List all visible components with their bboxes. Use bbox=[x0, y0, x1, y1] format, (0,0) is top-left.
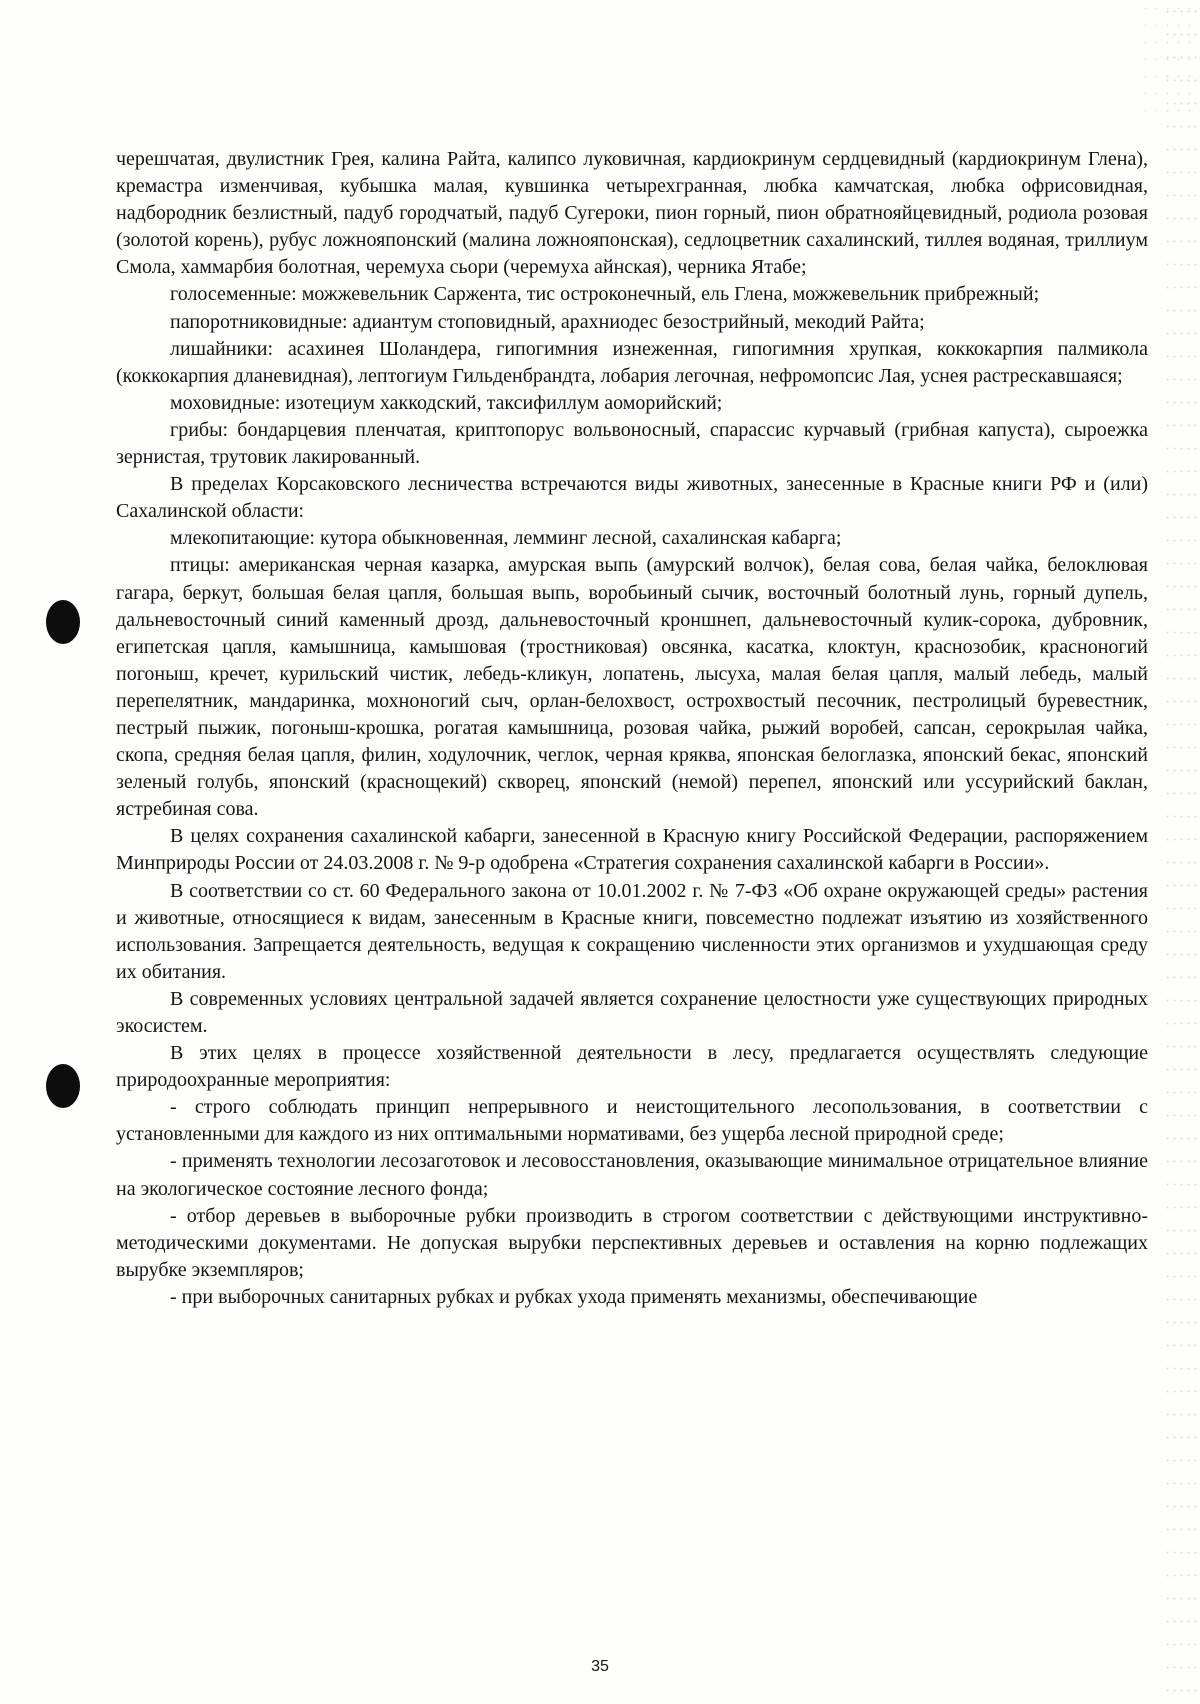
punch-hole-top bbox=[46, 600, 80, 644]
paragraph: В современных условиях центральной задачей является сохранение целостности уже существующих природных экосистем. bbox=[116, 987, 1148, 1037]
paragraph: - при выборочных санитарных рубках и рубках ухода применять механизмы, обеспечивающие bbox=[170, 1285, 978, 1308]
paragraph: папоротниковидные: адиантум стоповидный, арахниодес безострийный, мекодий Райта; bbox=[170, 310, 925, 333]
body-text bbox=[116, 146, 1148, 1311]
paragraph: черешчатая, двулистник Грея, калина Райта, калипсо луковичная, кардиокринум сердцевидный (кардиокринум Глена), кремастра изменчивая, кубышка малая, кувшинка четырехгранная, любка камчатская, любка офрисовидная, надбородник безлистный, падуб городчатый, падуб Сугероки, пион горный, пион обратнояйцевидный, родиола розовая (золотой корень), рубус ложнояпонский (малина ложнояпонская), седлоцветник сахалинский, тиллея водяная, триллиум Смола, хаммарбия болотная, черемуха сьори (черемуха айнская), черника Ятабе; bbox=[116, 148, 1148, 279]
scan-corner-noise bbox=[1140, 0, 1200, 120]
paragraph: В соответствии со ст. 60 Федерального закона от 10.01.2002 г. № 7-ФЗ «Об охране окружающей среды» растения и животные, относящиеся к видам, занесенным в Красные книги, повсеместно подлежат изъятию из хозяйственного использования. Запрещается деятельность, ведущая к сокращению численности этих организмов и ухудшающая среду их обитания. bbox=[116, 879, 1148, 983]
paragraph: - применять технологии лесозаготовок и лесовосстановления, оказывающие минимальное отрицательное влияние на экологическое состояние лесного фонда; bbox=[116, 1150, 1148, 1200]
paragraph: лишайники: асахинея Шоландера, гипогимния изнеженная, гипогимния хрупкая, коккокарпия палмикола (коккокарпия дланевидная), лептогиум Гильденбрандта, лобария легочная, нефромопсис Лая, уснея растрескавшаяся; bbox=[116, 337, 1148, 387]
paragraph: - отбор деревьев в выборочные рубки производить в строгом соответствии с действующими инструктивно-методическими документами. Не допуская вырубки перспективных деревьев и оставления на корню подлежащих вырубке экземпляров; bbox=[116, 1204, 1148, 1281]
paragraph: - строго соблюдать принцип непрерывного и неистощительного лесопользования, в соответствии с установленными для каждого из них оптимальными нормативами, без ущерба лесной природной среде; bbox=[116, 1096, 1148, 1146]
paragraph: птицы: американская черная казарка, амурская выпь (амурский волчок), белая сова, белая чайка, белоклювая гагара, беркут, большая белая цапля, большая выпь, воробьиный сычик, восточный болотный лунь, горный дупель, дальневосточный синий каменный дрозд, дальневосточный кроншнеп, дальневосточный кулик-сорока, дубровник, египетская цапля, камышница, камышовая (тростниковая) овсянка, касатка, клоктун, краснозобик, красноногий погоныш, кречет, курильский чистик, лебедь-кликун, лопатень, лысуха, малая белая цапля, малый лебедь, малый перепелятник, мандаринка, мохноногий сыч, орлан-белохвост, острохвостый песочник, пестролицый буревестник, пестрый пыжик, погоныш-крошка, рогатая камышница, розовая чайка, рыжий воробей, сапсан, серокрылая чайка, скопа, средняя белая цапля, филин, ходулочник, чеглок, черная кряква, японская белоглазка, японский бекас, японский зеленый голубь, японский (краснощекий) скворец, японский (немой) перепел, японский или уссурийский баклан, ястребиная сова. bbox=[116, 554, 1148, 821]
paragraph: В пределах Корсаковского лесничества встречаются виды животных, занесенные в Красные книги РФ и (или) Сахалинской области: bbox=[116, 473, 1148, 523]
page-number: 35 bbox=[591, 1658, 609, 1675]
paragraph: В целях сохранения сахалинской кабарги, занесенной в Красную книгу Российской Федерации, распоряжением Минприроды России от 24.03.2008 г. № 9-р одобрена «Стратегия сохранения сахалинской кабарги в России». bbox=[116, 825, 1148, 875]
paragraph: моховидные: изотециум хаккодский, таксифиллум аоморийский; bbox=[170, 391, 723, 414]
paragraph: голосеменные: можжевельник Саржента, тис остроконечный, ель Глена, можжевельник прибрежный; bbox=[170, 283, 1040, 306]
punch-hole-bottom bbox=[46, 1064, 80, 1108]
paragraph: В этих целях в процессе хозяйственной деятельности в лесу, предлагается осуществлять следующие природоохранные мероприятия: bbox=[116, 1042, 1148, 1092]
paragraph: млекопитающие: кутора обыкновенная, лемминг лесной, сахалинская кабарга; bbox=[170, 527, 842, 550]
paragraph: грибы: бондарцевия пленчатая, криптопорус вольвоносный, спарассис курчавый (грибная капуста), сыроежка зернистая, трутовик лакированный. bbox=[116, 418, 1148, 469]
scan-edge-noise bbox=[1164, 0, 1200, 1704]
